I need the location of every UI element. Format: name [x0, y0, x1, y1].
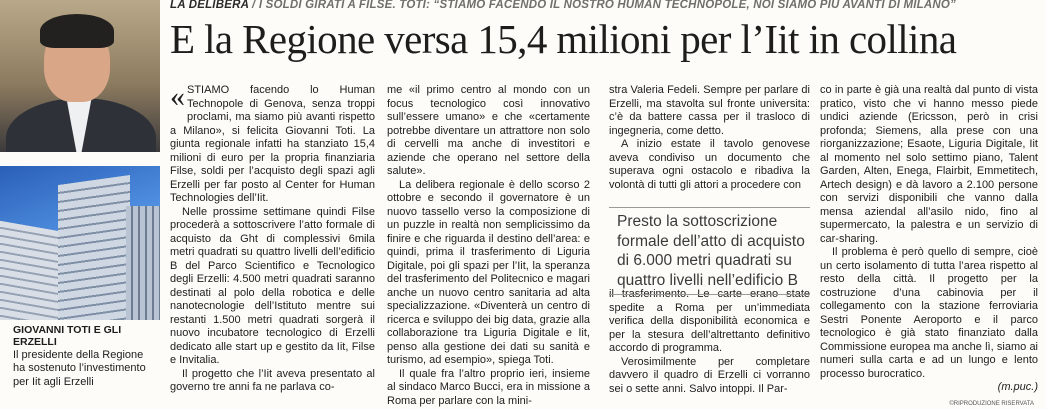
photo-giovanni-toti — [0, 0, 160, 152]
paragraph: co in parte è già una realtà dal punto di vista pratico, visto che vi hanno messo piede undici aziende (Ericsson, però in crisi profonda; Siemens, alla prese con una riorganizzazione; Esaote, Liguria Digitale, Iit al momento nel solo settimo piano, Talent Garden, Alten, Enega, Flairbit, Emmetitech, Artech design) e dà lavoro a 2.100 persone con servizi disponibili che vanno dalla mensa aziendal all’asilo nido, fino al supermercato, la palestra e un servizio di car-sharing. — [820, 84, 1038, 245]
paragraph: Il problema è però quello di sempre, cioè un certo isolamento di tutta l’area rispetto al resto della città. Il progetto per la costruzione d’una cabinovia per il collegamento con la stazione ferroviaria Sestri Ponente Aeroporto e il parco tecnologico è già stato finanziato dalla Commissione europea ma anche lì, siamo ai numeri sulla carta e ad un lungo e lento processo burocratico. — [820, 246, 1038, 380]
article-column-1 — [170, 80, 375, 395]
kicker-subtitle: / I SOLDI GIRATI A FILSE. TOTI: “STIAMO FACENDO IL NOSTRO HUMAN TECHNOPOLE, NOI SIAMO PIÙ AVANTI DI MILANO” — [248, 0, 956, 11]
headline: E la Regione versa 15,4 milioni per l’Iit in collina — [170, 16, 957, 62]
paragraph: A inizio estate il tavolo genovese aveva condiviso un documento che superava ogni ostacolo e ribadiva la volontà di tutti gli attori a procedere con — [609, 138, 810, 191]
kicker-section: LA DELIBERA — [170, 0, 249, 11]
article-column-4 — [820, 84, 1038, 395]
paragraph: Verosimilmente per completare davvero il quadro di Erzelli ci vorranno sei o sette anni. Salvo intoppi. Il Par- — [609, 355, 810, 395]
article-column-2 — [387, 84, 590, 408]
caption-text: Il presidente della Regione ha sostenuto l’investimento per Iit agli Erzelli — [13, 349, 146, 388]
paragraph: « STIAMO facendo lo Human Technopole di Genova, senza troppi proclami, ma siamo più avanti rispetto a Milano», si felicita Giovanni Toti. La giunta regionale infatti ha stanziato 15,4 milioni di euro per la propria finanziaria Filse, soldi per l’acquisto degli spazi agli Erzelli per far posto al Center for Human Technologies dell’Iit. — [170, 80, 375, 204]
photo-caption — [13, 324, 153, 389]
drop-quote-mark: « — [170, 80, 185, 113]
paragraph: me «il primo centro al mondo con un focus tecnologico così innovativo sull’essere umano» e che «certamente potrebbe diventare un attrattore non solo di cervelli ma anche di investitori e aziende che operano nel settore della salute». — [387, 84, 590, 177]
caption-title: GIOVANNI TOTI E GLI ERZELLI — [13, 324, 122, 348]
paragraph: Nelle prossime settimane quindi Filse procederà a sottoscrivere l’atto formale di acquisto da Ght di complessivi 6mila metri quadrati su quattro livelli dell’edificio B del Parco Scientifico e Tecnologico degli Erzelli: 4.500 metri quadrati saranno destinati al polo della robotica e delle nanotecnologie dell’Istituto mentre sui restanti 1.500 metri quadrati sorgerà il nuovo incubatore tecnologico di Erzelli dedicato alle start up e gestito da Iit, Filse e Invitalia. — [170, 205, 375, 366]
paragraph: Il progetto che l’Iit aveva presentato al governo tre anni fa ne parlava co- — [170, 367, 375, 393]
copyright-notice: ©RIPRODUZIONE RISERVATA — [949, 401, 1034, 407]
author-signature: (m.puc.) — [997, 381, 1038, 393]
paragraph: Il quale fra l’altro proprio ieri, insieme al sindaco Marco Bucci, era in missione a Roma per parlare con la mini- — [387, 367, 590, 407]
photo-erzelli-buildings — [0, 166, 160, 320]
paragraph: La delibera regionale è dello scorso 2 ottobre e secondo il governatore è un nuovo tassello verso la composizione di un puzzle in realtà non semplicissimo da finire e che riguarda il destino dell’area: e quindi, prima il trasferimento di Liguria Digitale, poi gli spazi per l’Iit, la speranza del trasferimento del Politecnico e magari anche un nuovo centro sanitaria ad alta specializzazione. «Diventerà un centro di ricerca e sviluppo dei big data, grazie alla collaborazione tra Liguria Digitale e Iit, penso alla gestione dei dati su sanità e turismo, ad esempio», spiega Toti. — [387, 178, 590, 366]
pull-quote: Presto la sottoscrizione formale dell’atto di acquisto di 6.000 metri quadrati su quattro livelli nell’edificio B — [609, 207, 810, 295]
paragraph: stra Valeria Fedeli. Sempre per parlare di Erzelli, ma stavolta sul fronte universita: c’è da battere cassa per il trasloco di ingegneria, come detto. — [609, 84, 810, 137]
paragraph: il trasferimento. Le carte erano state spedite a Roma per un’immediata verifica della disponibilità economica e per la stesura dell’altrettanto definitivo accordo di programma. — [609, 288, 810, 354]
